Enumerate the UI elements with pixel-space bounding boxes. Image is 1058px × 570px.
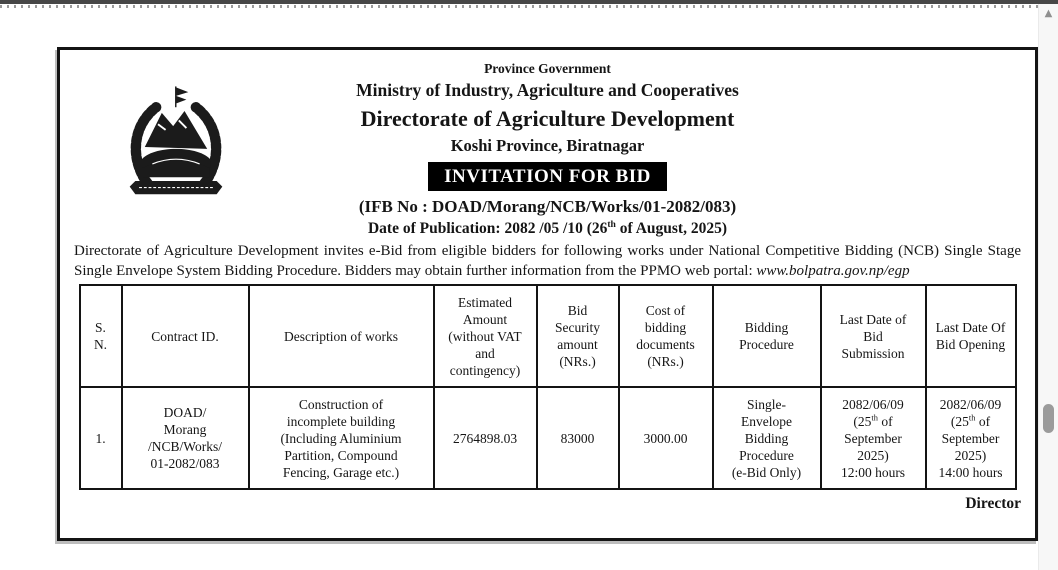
publication-date-ordinal: th <box>607 218 616 230</box>
submission-day: (25 <box>853 413 872 429</box>
submission-month: September <box>844 430 902 446</box>
header-last-date-submission: Last Date of Bid Submission <box>821 285 926 387</box>
opening-time: 14:00 hours <box>938 464 1003 480</box>
opening-ordinal: th <box>968 413 976 422</box>
opening-of: of <box>975 413 991 429</box>
cell-sn: 1. <box>80 387 122 489</box>
cell-bid-security: 83000 <box>537 387 619 489</box>
intro-text: Directorate of Agriculture Development invites e-Bid from eligible bidders for following works under National Competitive Bidding (NCB) Single Stage Single Envelope System Bidding Procedure. Bidders may obtain further information from the PPMO web portal: <box>74 243 1021 279</box>
cell-estimated-amount: 2764898.03 <box>434 387 537 489</box>
publication-date-post: of August, 2025) <box>615 220 727 237</box>
perforation-dots <box>0 5 1058 8</box>
opening-day: (25 <box>950 413 969 429</box>
submission-year: 2025) <box>857 447 889 463</box>
header-contract-id: Contract ID. <box>122 285 249 387</box>
header-sn: S. N. <box>80 285 122 387</box>
cell-bidding-procedure: Single- Envelope Bidding Procedure (e-Bid Only) <box>713 387 821 489</box>
cell-last-date-submission <box>821 387 926 489</box>
header-bid-security: Bid Security amount (NRs.) <box>537 285 619 387</box>
ifb-number-line: (IFB No : DOAD/Morang/NCB/Works/01-2082/083) <box>358 197 737 216</box>
header-description: Description of works <box>249 285 434 387</box>
submission-date: 2082/06/09 <box>842 396 904 412</box>
director-signature: Director <box>965 495 1021 512</box>
bid-notice-document <box>57 47 1038 541</box>
header-cost-of-documents: Cost of bidding documents (NRs.) <box>619 285 713 387</box>
government-line: Province Government <box>484 61 611 76</box>
publication-date-line <box>60 219 1035 238</box>
cell-last-date-opening <box>926 387 1016 489</box>
submission-ordinal: th <box>871 413 878 422</box>
top-edge-bar <box>0 0 1058 4</box>
invitation-banner: INVITATION FOR BID <box>428 162 667 191</box>
header-bidding-procedure: Bidding Procedure <box>713 285 821 387</box>
table-data-row <box>80 387 1016 489</box>
cell-description: Construction of incomplete building (Including Aluminium Partition, Compound Fencing, Garage etc.) <box>249 387 434 489</box>
header-estimated-amount: Estimated Amount (without VAT and contingency) <box>434 285 537 387</box>
ministry-line: Ministry of Industry, Agriculture and Cooperatives <box>356 80 739 100</box>
province-line: Koshi Province, Biratnagar <box>450 136 645 155</box>
opening-year: 2025) <box>954 447 987 463</box>
opening-date: 2082/06/09 <box>939 396 1002 412</box>
scrollbar-thumb[interactable] <box>1043 404 1054 433</box>
ppmo-portal-url: www.bolpatra.gov.np/egp <box>756 262 910 279</box>
intro-paragraph <box>74 242 1021 281</box>
submission-time: 12:00 hours <box>840 464 906 480</box>
table-header-row <box>80 285 1016 387</box>
cell-cost-of-documents: 3000.00 <box>619 387 713 489</box>
scroll-up-arrow-icon[interactable]: ▲ <box>1044 8 1053 19</box>
vertical-scrollbar[interactable] <box>1038 4 1058 570</box>
bid-table <box>79 284 1017 490</box>
nepal-government-emblem <box>124 80 228 212</box>
directorate-line: Directorate of Agriculture Development <box>360 106 735 131</box>
publication-date-pre: Date of Publication: 2082 /05 /10 (26 <box>367 220 608 237</box>
opening-month: September <box>941 430 1000 446</box>
header-last-date-opening: Last Date Of Bid Opening <box>926 285 1016 387</box>
cell-contract-id: DOAD/ Morang /NCB/Works/ 01-2082/083 <box>122 387 249 489</box>
submission-of: of <box>877 413 893 429</box>
